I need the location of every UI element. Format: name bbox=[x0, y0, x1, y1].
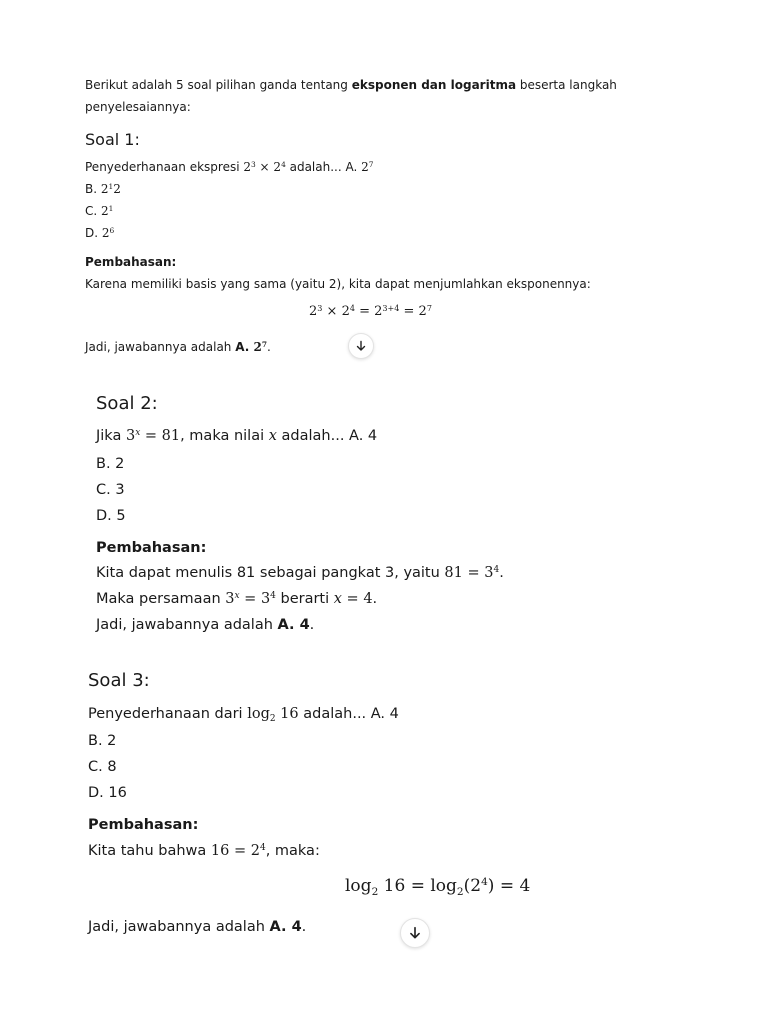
soal-2-option-b: B. 2 bbox=[96, 456, 125, 472]
soal-1-title: Soal 1: bbox=[85, 130, 140, 149]
math-expression: $\log_2 16$ bbox=[247, 706, 299, 725]
soal-2-question bbox=[96, 428, 377, 444]
scroll-down-button[interactable] bbox=[348, 333, 374, 359]
intro-text-line2: penyelesaiannya: bbox=[85, 100, 191, 114]
answer-period: . bbox=[301, 919, 307, 935]
soal-1-option-c bbox=[85, 204, 113, 218]
soal-2-answer bbox=[96, 617, 314, 633]
math-expression: $2^3 \times 2^4$ bbox=[243, 159, 286, 174]
math-expression: $3^x = 81$ bbox=[125, 428, 181, 444]
question-text: , maka nilai bbox=[180, 428, 269, 444]
option-label: B. bbox=[85, 182, 101, 196]
arrow-down-icon bbox=[408, 926, 422, 940]
soal-2-title: Soal 2: bbox=[96, 393, 158, 414]
question-text: Penyederhanaan ekspresi bbox=[85, 160, 244, 174]
soal-1-question bbox=[85, 160, 374, 174]
soal-3-option-d: D. 16 bbox=[88, 785, 127, 801]
math-option: $2^12$ bbox=[100, 181, 121, 196]
answer-math: $2^7$ bbox=[253, 339, 268, 354]
question-text: adalah... A. bbox=[285, 160, 362, 174]
intro-bold-topic: eksponen dan logaritma bbox=[351, 78, 517, 92]
answer-text: Jadi, jawabannya adalah bbox=[85, 340, 236, 354]
math-expression: x = 4 bbox=[333, 591, 373, 607]
answer-bold: A. 4 bbox=[277, 617, 310, 633]
soal-1-answer bbox=[85, 340, 271, 354]
soal-3-question bbox=[88, 706, 399, 725]
answer-bold: A. bbox=[235, 340, 254, 354]
answer-bold: A. 4 bbox=[269, 919, 302, 935]
soal-2-option-d: D. 5 bbox=[96, 508, 126, 524]
pembahasan-label bbox=[88, 817, 198, 833]
pembahasan-bold: Pembahasan: bbox=[85, 255, 177, 269]
soal-1-explanation: Karena memiliki basis yang sama (yaitu 2), kita dapat menjumlahkan eksponennya: bbox=[85, 277, 591, 291]
explanation-text: . bbox=[372, 591, 378, 607]
soal-2-explanation-1 bbox=[96, 565, 504, 581]
answer-period: . bbox=[267, 340, 271, 354]
question-text: Jika bbox=[96, 428, 126, 444]
math-expression: $16 = 2^4$ bbox=[210, 843, 266, 859]
question-text: adalah... A. 4 bbox=[298, 706, 399, 722]
math-variable: x bbox=[268, 428, 277, 444]
math-option: $2^1$ bbox=[101, 203, 114, 218]
pembahasan-bold: Pembahasan: bbox=[88, 817, 199, 833]
intro-text-end: beserta langkah bbox=[516, 78, 617, 92]
explanation-text: Maka persamaan bbox=[96, 591, 226, 607]
option-label: D. bbox=[85, 226, 102, 240]
soal-2-explanation-2 bbox=[96, 591, 377, 607]
scroll-down-button[interactable] bbox=[400, 918, 430, 948]
arrow-down-icon bbox=[355, 340, 367, 352]
question-text: Penyederhanaan dari bbox=[88, 706, 248, 722]
explanation-text: Kita tahu bahwa bbox=[88, 843, 211, 859]
math-expression: $3^x = 3^4$ bbox=[225, 591, 276, 607]
soal-2-option-c: C. 3 bbox=[96, 482, 125, 498]
soal-1-option-d bbox=[85, 226, 114, 240]
intro-text: Berikut adalah 5 soal pilihan ganda tentang bbox=[85, 78, 352, 92]
pembahasan-label bbox=[85, 255, 176, 269]
math-option-a: $2^7$ bbox=[361, 159, 374, 174]
answer-text: Jadi, jawabannya adalah bbox=[88, 919, 270, 935]
pembahasan-bold: Pembahasan: bbox=[96, 540, 207, 556]
soal-3-title: Soal 3: bbox=[88, 670, 150, 691]
soal-3-explanation-1 bbox=[88, 843, 320, 859]
explanation-text: . bbox=[499, 565, 504, 581]
answer-text: Jadi, jawabannya adalah bbox=[96, 617, 278, 633]
explanation-text: , maka: bbox=[265, 843, 320, 859]
math-expression: $81 = 3^4$ bbox=[444, 565, 500, 581]
math-option: $2^6$ bbox=[101, 225, 115, 240]
soal-3-option-c: C. 8 bbox=[88, 759, 117, 775]
question-text: adalah... A. 4 bbox=[276, 428, 378, 444]
intro-paragraph bbox=[85, 74, 617, 118]
soal-3-answer bbox=[88, 919, 306, 935]
pembahasan-label bbox=[96, 540, 206, 556]
soal-1-display-equation: $2^3 \times 2^4 = 2^{3+4} = 2^7$ bbox=[309, 303, 432, 319]
soal-3-option-b: B. 2 bbox=[88, 733, 117, 749]
answer-period: . bbox=[309, 617, 315, 633]
soal-3-display-equation: $\log_2 16 = \log_2(2^4) = 4$ bbox=[345, 876, 531, 898]
soal-1-option-b bbox=[85, 182, 121, 196]
option-label: C. bbox=[85, 204, 102, 218]
explanation-text: Kita dapat menulis 81 sebagai pangkat 3, yaitu bbox=[96, 565, 445, 581]
explanation-text: berarti bbox=[275, 591, 334, 607]
